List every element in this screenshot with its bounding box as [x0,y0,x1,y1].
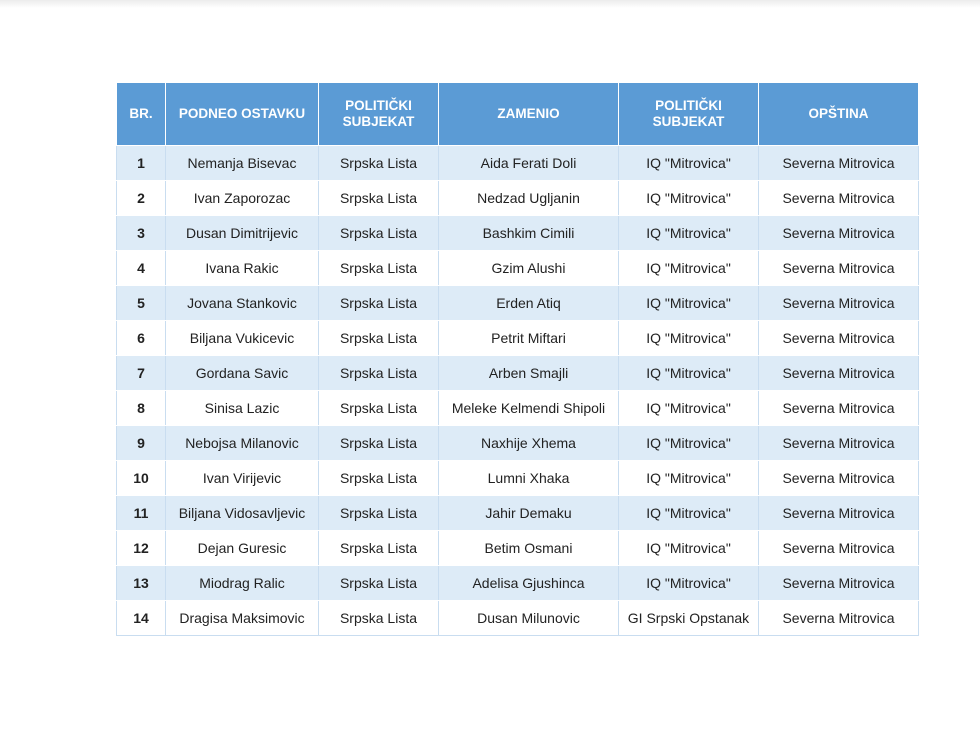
cell-political-subject-1: Srpska Lista [319,356,439,391]
cell-political-subject-1: Srpska Lista [319,286,439,321]
table-row [117,531,919,566]
cell-political-subject-2: IQ "Mitrovica" [619,496,759,531]
table-row [117,356,919,391]
table-row [117,321,919,356]
table-row [117,286,919,321]
cell-political-subject-2: IQ "Mitrovica" [619,391,759,426]
cell-replaced-by: Petrit Miftari [439,321,619,356]
cell-resigned: Dejan Guresic [166,531,319,566]
cell-resigned: Nemanja Bisevac [166,146,319,181]
cell-resigned: Ivana Rakic [166,251,319,286]
cell-number: 6 [117,321,166,356]
cell-replaced-by: Adelisa Gjushinca [439,566,619,601]
header-political-subject-1: POLITIČKI SUBJEKAT [319,83,439,146]
cell-municipality: Severna Mitrovica [759,181,919,216]
cell-replaced-by: Arben Smajli [439,356,619,391]
cell-resigned: Dragisa Maksimovic [166,601,319,636]
cell-political-subject-2: IQ "Mitrovica" [619,426,759,461]
table-row [117,566,919,601]
cell-political-subject-1: Srpska Lista [319,461,439,496]
cell-municipality: Severna Mitrovica [759,286,919,321]
cell-replaced-by: Jahir Demaku [439,496,619,531]
cell-resigned: Sinisa Lazic [166,391,319,426]
cell-municipality: Severna Mitrovica [759,146,919,181]
header-municipality: OPŠTINA [759,83,919,146]
cell-municipality: Severna Mitrovica [759,601,919,636]
cell-number: 14 [117,601,166,636]
cell-municipality: Severna Mitrovica [759,321,919,356]
table-row [117,496,919,531]
table-row [117,181,919,216]
cell-resigned: Gordana Savic [166,356,319,391]
table-body [117,146,919,636]
cell-municipality: Severna Mitrovica [759,496,919,531]
cell-number: 7 [117,356,166,391]
cell-political-subject-2: IQ "Mitrovica" [619,181,759,216]
cell-resigned: Ivan Virijevic [166,461,319,496]
cell-number: 12 [117,531,166,566]
cell-replaced-by: Nedzad Ugljanin [439,181,619,216]
cell-political-subject-1: Srpska Lista [319,251,439,286]
header-row [117,83,919,146]
cell-political-subject-2: IQ "Mitrovica" [619,146,759,181]
cell-political-subject-2: IQ "Mitrovica" [619,251,759,286]
header-resigned: PODNEO OSTAVKU [166,83,319,146]
cell-municipality: Severna Mitrovica [759,391,919,426]
cell-resigned: Jovana Stankovic [166,286,319,321]
cell-resigned: Biljana Vukicevic [166,321,319,356]
cell-political-subject-1: Srpska Lista [319,496,439,531]
cell-municipality: Severna Mitrovica [759,531,919,566]
cell-municipality: Severna Mitrovica [759,251,919,286]
table-row [117,146,919,181]
cell-number: 1 [117,146,166,181]
cell-number: 13 [117,566,166,601]
cell-political-subject-1: Srpska Lista [319,601,439,636]
cell-political-subject-1: Srpska Lista [319,146,439,181]
cell-replaced-by: Meleke Kelmendi Shipoli [439,391,619,426]
cell-political-subject-2: IQ "Mitrovica" [619,286,759,321]
cell-municipality: Severna Mitrovica [759,426,919,461]
cell-replaced-by: Naxhije Xhema [439,426,619,461]
table-row [117,251,919,286]
header-number: BR. [117,83,166,146]
cell-replaced-by: Dusan Milunovic [439,601,619,636]
cell-resigned: Miodrag Ralic [166,566,319,601]
table-row [117,426,919,461]
cell-resigned: Nebojsa Milanovic [166,426,319,461]
cell-municipality: Severna Mitrovica [759,461,919,496]
table-row [117,391,919,426]
cell-political-subject-2: IQ "Mitrovica" [619,461,759,496]
cell-number: 9 [117,426,166,461]
cell-political-subject-1: Srpska Lista [319,216,439,251]
header-political-subject-2: POLITIČKI SUBJEKAT [619,83,759,146]
cell-political-subject-1: Srpska Lista [319,426,439,461]
cell-replaced-by: Betim Osmani [439,531,619,566]
cell-political-subject-2: IQ "Mitrovica" [619,321,759,356]
cell-replaced-by: Lumni Xhaka [439,461,619,496]
cell-number: 3 [117,216,166,251]
cell-political-subject-1: Srpska Lista [319,321,439,356]
table-row [117,461,919,496]
cell-political-subject-1: Srpska Lista [319,531,439,566]
cell-resigned: Biljana Vidosavljevic [166,496,319,531]
cell-replaced-by: Erden Atiq [439,286,619,321]
cell-resigned: Dusan Dimitrijevic [166,216,319,251]
cell-number: 5 [117,286,166,321]
cell-resigned: Ivan Zaporozac [166,181,319,216]
cell-political-subject-2: IQ "Mitrovica" [619,531,759,566]
cell-political-subject-2: IQ "Mitrovica" [619,566,759,601]
cell-number: 11 [117,496,166,531]
cell-number: 8 [117,391,166,426]
table-row [117,216,919,251]
cell-political-subject-2: IQ "Mitrovica" [619,356,759,391]
table-header [117,83,919,146]
header-replaced-by: ZAMENIO [439,83,619,146]
cell-political-subject-1: Srpska Lista [319,391,439,426]
cell-replaced-by: Bashkim Cimili [439,216,619,251]
cell-number: 10 [117,461,166,496]
cell-political-subject-1: Srpska Lista [319,566,439,601]
top-shadow [0,0,980,8]
table-row [117,601,919,636]
cell-political-subject-2: GI Srpski Opstanak [619,601,759,636]
cell-municipality: Severna Mitrovica [759,356,919,391]
cell-political-subject-1: Srpska Lista [319,181,439,216]
resignation-table [116,82,919,636]
cell-replaced-by: Gzim Alushi [439,251,619,286]
cell-number: 2 [117,181,166,216]
cell-number: 4 [117,251,166,286]
cell-replaced-by: Aida Ferati Doli [439,146,619,181]
cell-municipality: Severna Mitrovica [759,566,919,601]
cell-political-subject-2: IQ "Mitrovica" [619,216,759,251]
cell-municipality: Severna Mitrovica [759,216,919,251]
